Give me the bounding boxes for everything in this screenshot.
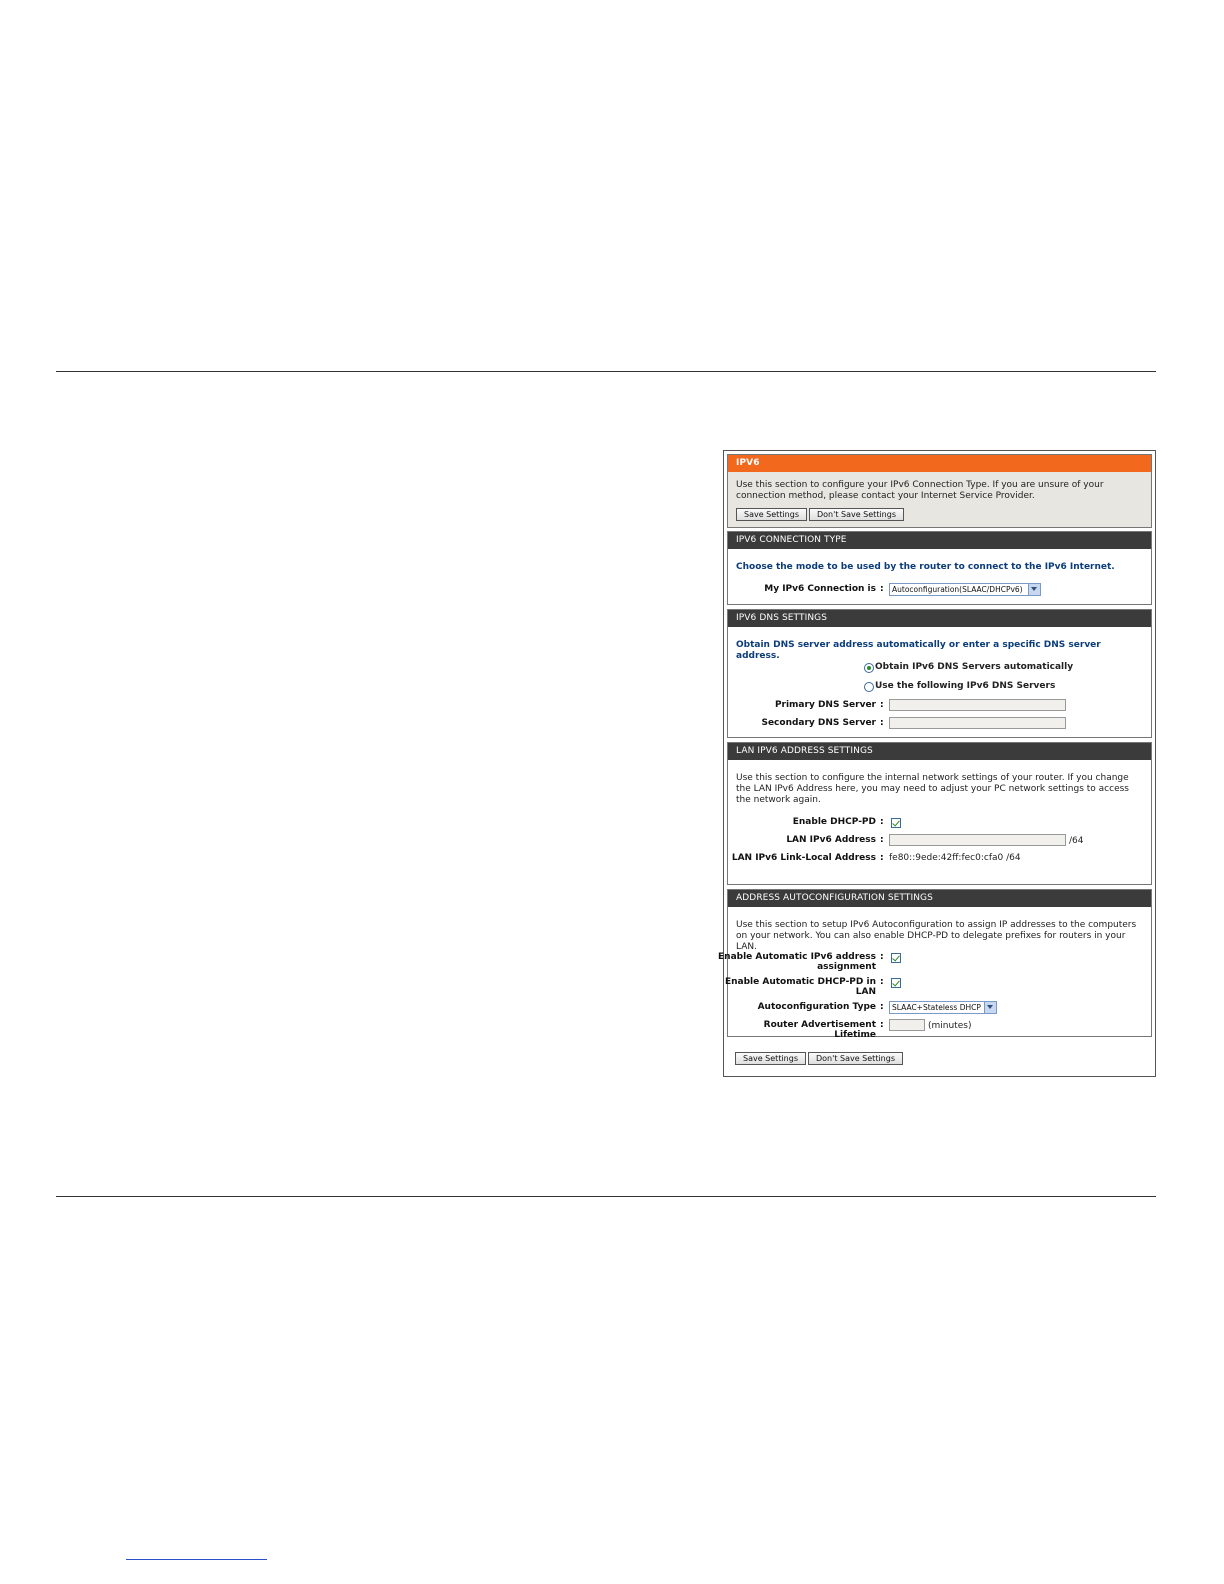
footer-link-underline — [126, 1559, 267, 1560]
lan-ipv6-description: Use this section to configure the internal network settings of your router. If you change the LAN IPv6 Address here, you may need to adjust your PC network settings to access the network again. — [736, 773, 1129, 805]
lan-ipv6-section: LAN IPV6 ADDRESS SETTINGS Use this section to configure the internal network settings of your router. If you change the LAN IPv6 Address here, you may need to adjust your PC network settings to access the network again. Enable DHCP-PD : LAN IPv6 Address : /64 LAN IPv6 Link-Local Address : fe80::9ede:42ff:fec0:cfa0 /64 — [727, 742, 1152, 885]
autoconfig-section: ADDRESS AUTOCONFIGURATION SETTINGS Use this section to setup IPv6 Autoconfiguration to assign IP addresses to the computers on your network. You can also enable DHCP-PD to delegate prefixes for routers in your LAN. Enable Automatic IPv6 address assignment : Enable Automatic DHCP-PD in LAN : Autoconfiguration Type : SLAAC+Stateless DHCP Router Advertisement Lifetime : (minutes) — [727, 889, 1152, 1037]
connection-type-select[interactable] — [889, 583, 1041, 596]
autoconfig-title: ADDRESS AUTOCONFIGURATION SETTINGS — [728, 890, 1151, 907]
secondary-dns-input[interactable] — [889, 717, 1066, 729]
autoconfig-type-select[interactable] — [889, 1001, 997, 1014]
primary-dns-input[interactable] — [889, 699, 1066, 711]
auto-pd-label-line2: LAN — [855, 987, 876, 997]
auto-assign-label — [718, 952, 876, 972]
connection-type-title: IPV6 CONNECTION TYPE — [728, 532, 1151, 549]
ipv6-intro-section — [727, 454, 1152, 528]
footer-save-settings-button[interactable]: Save Settings — [735, 1052, 806, 1065]
dont-save-settings-button[interactable]: Don't Save Settings — [809, 508, 904, 521]
ipv6-settings-panel — [718, 450, 1156, 1077]
dns-auto-radio[interactable] — [864, 663, 874, 673]
auto-pd-label — [725, 977, 876, 997]
lan-ipv6-address-input[interactable] — [889, 834, 1066, 846]
autoconfig-type-label: Autoconfiguration Type — [757, 1002, 876, 1012]
autoconfig-type-value: SLAAC+Stateless DHCP — [892, 1003, 981, 1012]
save-settings-button[interactable]: Save Settings — [736, 508, 807, 521]
dns-manual-label: Use the following IPv6 DNS Servers — [875, 681, 1056, 691]
connection-type-label: My IPv6 Connection is — [764, 584, 876, 594]
connection-type-section: IPV6 CONNECTION TYPE Choose the mode to be used by the router to connect to the IPv6 Internet. My IPv6 Connection is : Autoconfiguration(SLAAC/DHCPv6) — [727, 531, 1152, 605]
auto-pd-label-line1: Enable Automatic DHCP-PD in — [724, 977, 876, 987]
dns-auto-label: Obtain IPv6 DNS Servers automatically — [875, 662, 1074, 672]
auto-pd-checkbox[interactable] — [891, 978, 901, 988]
dhcp-pd-checkbox[interactable] — [891, 818, 901, 828]
auto-assign-checkbox[interactable] — [891, 953, 901, 963]
dns-settings-section: IPV6 DNS SETTINGS Obtain DNS server address automatically or enter a specific DNS server address. Obtain IPv6 DNS Servers automatically Use the following IPv6 DNS Servers Primary DNS Server : Secondary DNS Server : — [727, 609, 1152, 738]
dhcp-pd-label: Enable DHCP-PD — [792, 817, 876, 827]
ra-lifetime-label: Router Advertisement Lifetime — [763, 1020, 876, 1040]
chevron-down-icon — [984, 1002, 996, 1013]
ra-lifetime-unit: (minutes) — [928, 1021, 972, 1031]
top-rule — [56, 371, 1156, 372]
auto-assign-label-line2: assignment — [817, 962, 876, 972]
bottom-rule — [56, 1196, 1156, 1197]
lan-ipv6-title: LAN IPV6 ADDRESS SETTINGS — [728, 743, 1151, 760]
footer-dont-save-settings-button[interactable]: Don't Save Settings — [808, 1052, 903, 1065]
dns-settings-title: IPV6 DNS SETTINGS — [728, 610, 1151, 627]
ra-lifetime-input[interactable] — [889, 1019, 925, 1031]
auto-assign-label-line1: Enable Automatic IPv6 address — [718, 952, 876, 962]
link-local-value: fe80::9ede:42ff:fec0:cfa0 /64 — [889, 853, 1021, 863]
connection-type-prompt: Choose the mode to be used by the router to connect to the IPv6 Internet. — [736, 562, 1115, 572]
connection-type-value: Autoconfiguration(SLAAC/DHCPv6) — [892, 585, 1023, 594]
primary-dns-label: Primary DNS Server — [774, 700, 876, 710]
secondary-dns-label: Secondary DNS Server — [761, 718, 876, 728]
autoconfig-description: Use this section to setup IPv6 Autoconfiguration to assign IP addresses to the computers on your network. You can also enable DHCP-PD to delegate prefixes for routers in your LAN. — [736, 920, 1137, 952]
dns-manual-radio[interactable] — [864, 682, 874, 692]
ipv6-title: IPV6 — [728, 455, 1151, 472]
chevron-down-icon — [1028, 584, 1040, 595]
link-local-label: LAN IPv6 Link-Local Address — [731, 853, 876, 863]
ipv6-description: Use this section to configure your IPv6 Connection Type. If you are unsure of your connection method, please contact your Internet Service Provider. — [736, 480, 1104, 501]
lan-prefix-suffix: /64 — [1069, 836, 1084, 846]
dns-prompt: Obtain DNS server address automatically or enter a specific DNS server address. — [736, 640, 1101, 661]
lan-ipv6-address-label: LAN IPv6 Address — [786, 835, 876, 845]
